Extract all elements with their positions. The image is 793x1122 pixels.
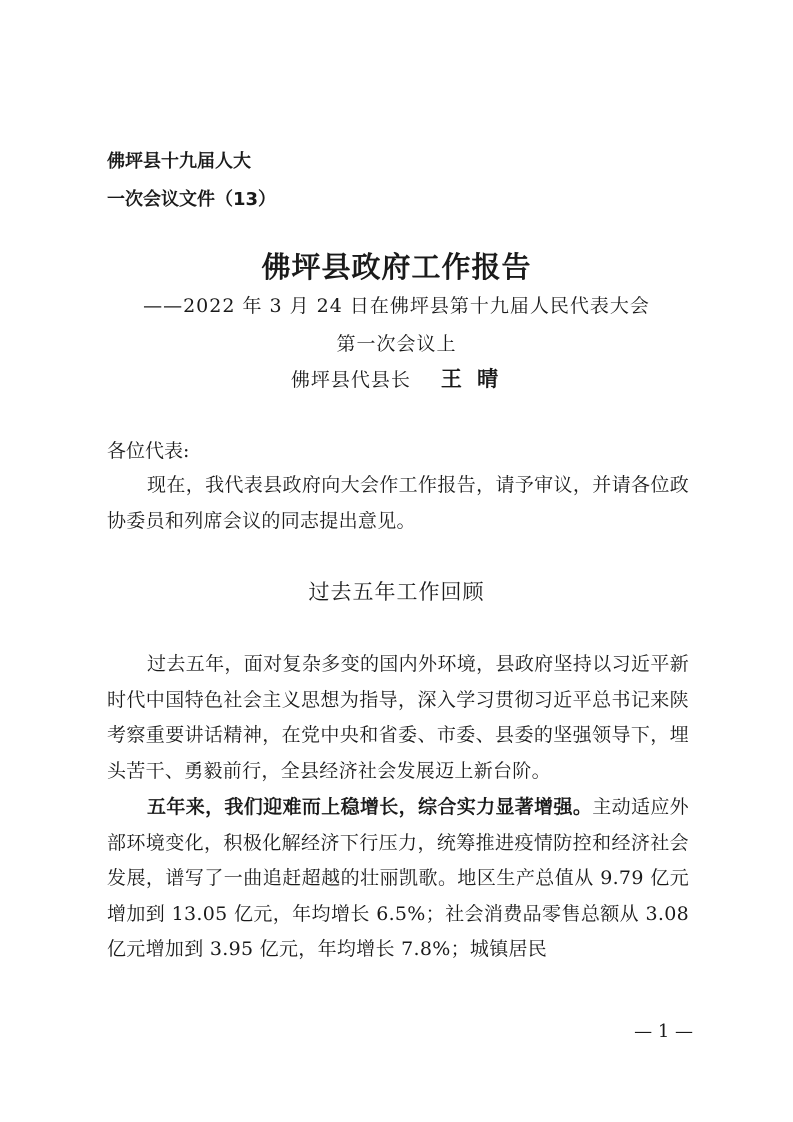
document-issuer-label: 佛坪县十九届人大 [107,151,251,172]
paragraph-body-text: 主动适应外部环境变化，积极化解经济下行压力，统筹推进疫情防控和经济社会发展，谱写了一曲追赶超越的壮丽凯歌。地区生产总值从 9.79 亿元增加到 13.05 亿元，年均增长 6.5%；社会消费品零售总额从 3.08 亿元增加到 3.95 亿元，年均增长 7.8%；城镇居民 [107,796,689,961]
subtitle-line-2: 第一次会议上 [336,333,457,355]
review-paragraph-2 [107,790,689,968]
document-number-label: 一次会议文件（13） [107,189,277,210]
author-role: 佛坪县代县长 [290,369,411,391]
author-line [0,366,793,393]
salutation: 各位代表: [107,440,190,462]
report-title: 佛坪县政府工作报告 [261,250,532,284]
page-number: — 1 — [634,1021,693,1042]
subtitle-line-1: ——2022 年 3 月 24 日在佛坪县第十九届人民代表大会 [143,295,650,317]
review-paragraph-1: 过去五年，面对复杂多变的国内外环境，县政府坚持以习近平新时代中国特色社会主义思想为指导，深入学习贯彻习近平总书记来陕考察重要讲话精神，在党中央和省委、市委、县委的坚强领导下，埋头苦干、勇毅前行，全县经济社会发展迈上新台阶。 [107,653,689,782]
paragraph-lead-sentence: 五年来，我们迎难而上稳增长，综合实力显著增强。 [147,796,593,818]
author-name: 王 晴 [440,367,503,391]
section-heading: 过去五年工作回顾 [308,580,485,604]
intro-paragraph: 现在，我代表县政府向大会作工作报告，请予审议，并请各位政协委员和列席会议的同志提出意见。 [107,474,689,532]
